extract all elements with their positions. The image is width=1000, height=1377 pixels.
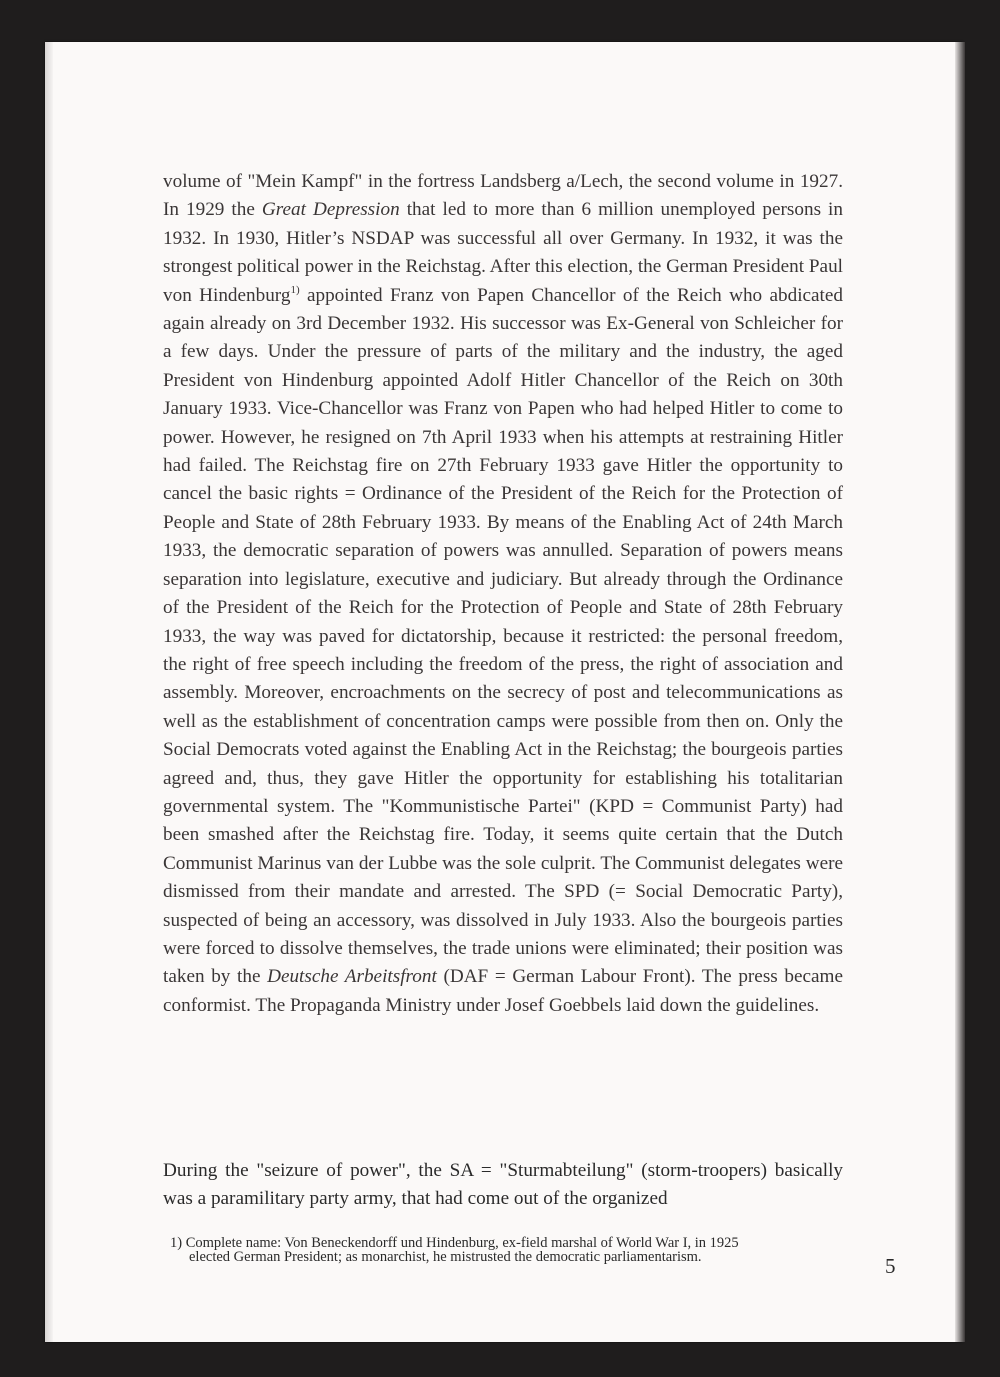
- paragraph1-text-part-4: (DAF = German Labour Front). The press became conformist. The Propaganda Ministry under Josef Goebbels laid down the guidelines.: [163, 966, 843, 1016]
- paragraph1-text-part-1: volume of "Mein Kampf" in the fortress Landsberg a/Lech, the second volume in 1927. In 1929 the: [163, 171, 843, 221]
- paragraph1-text-part-3: appointed Franz von Papen Chancellor of the Reich who abdicated again already on 3rd December 1932. His successor was Ex-General von Schleicher for a few days. Under the pressure of parts of the military and the industry, the aged President von Hindenburg appointed Adolf Hitler Chancellor of the Reich on 30th January 1933. Vice-Chancellor was Franz von Papen who had helped Hitler to come to power. However, he resigned on 7th April 1933 when his attempts at restraining Hitler had failed. The Reichstag fire on 27th February 1933 gave Hitler the opportunity to cancel the basic rights = Ordinance of the President of the Reich for the Protection of People and State of 28th February 1933. By means of the Enabling Act of 24th March 1933, the democratic separation of powers was annulled. Separation of powers means separation into legislature, executive and judiciary. But already through the Ordinance of the President of the Reich for the Protection of People and State of 28th February 1933, the way was paved for dictatorship, because it restricted: the personal freedom, the right of free speech including the freedom of the press, the right of association and assembly. Moreover, encroachments on the secrecy of post and telecommunications as well as the establishment of concentration camps were possible from then on. Only the Social Democrats voted against the Enabling Act in the Reichstag; the bourgeois parties agreed and, thus, they gave Hitler the opportunity for establishing his totalitarian governmental system. The "Kommunistische Partei" (KPD = Communist Party) had been smashed after the Reichstag fire. Today, it seems quite certain that the Dutch Communist Marinus van der Lubbe was the sole culprit. The Communist delegates were dismissed from their mandate and arrested. The SPD (= Social Democratic Party), suspected of being an accessory, was dissolved in July 1933. Also the bourgeois parties were forced to dissolve themselves, the trade unions were eliminated; their position was taken by the: [163, 284, 843, 988]
- great-depression-italic: Great Depression: [261, 199, 400, 221]
- page-gutter: [45, 42, 53, 1342]
- body-paragraph-1: [163, 168, 843, 1020]
- page-edge-shadow: [955, 42, 965, 1342]
- deutsche-arbeitsfront-italic: Deutsche Arbeitsfront: [267, 966, 437, 988]
- page-number: 5: [885, 1254, 896, 1278]
- footnote: [170, 1236, 870, 1264]
- body-paragraph-2: During the "seizure of power", the SA = "Sturmabteilung" (storm-troopers) basically was a paramilitary party army, that had come out of the organized: [163, 1160, 843, 1210]
- footnote-line-2: elected German President; as monarchist, he mistrusted the democratic parliamentarism.: [189, 1249, 702, 1265]
- footnote-reference: 1): [290, 283, 300, 296]
- footnote-line-1: 1) Complete name: Von Beneckendorff und Hindenburg, ex-field marshal of World War I, in 1925: [170, 1235, 739, 1251]
- paragraph1-text-part-2: that led to more than 6 million unemployed persons in 1932. In 1930, Hitler’s NSDAP was successful all over Germany. In 1932, it was the strongest political power in the Reichstag. After this election, the German President Paul von Hindenburg: [163, 199, 843, 306]
